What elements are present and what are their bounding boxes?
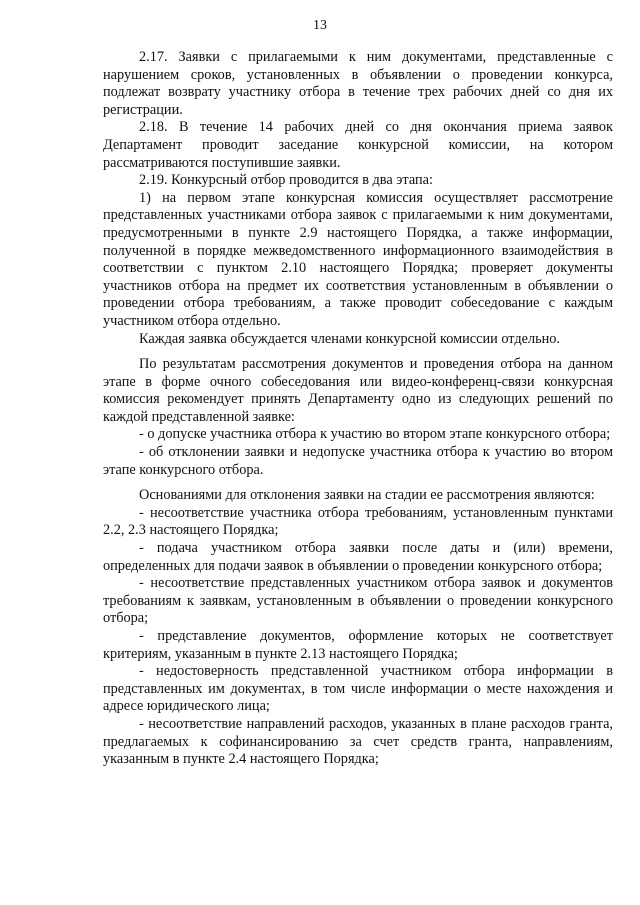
list-item-ground-expense-directions: - несоответствие направлений расходов, указанных в плане расходов гранта, предлагаемых к софинансированию за счет средств гранта, направлениям, указанным в пункте 2.4 настоящего Порядка;: [103, 715, 613, 768]
list-item-admission: - о допуске участника отбора к участию во втором этапе конкурсного отбора;: [139, 426, 611, 443]
list-item-ground-unreliable-info: - недостоверность представленной участником отбора информации в представленных им документах, в том числе информации о месте нахождения и адресе юридического лица;: [103, 663, 613, 715]
list-item-rejection: - об отклонении заявки и недопуске участника отбора к участию во втором этапе конкурсного отбора.: [103, 444, 613, 478]
paragraph-2-19: 2.19. Конкурсный отбор проводится в два этапа:: [139, 172, 433, 189]
list-item-ground-late-submission: - подача участником отбора заявки после даты и (или) времени, определенных для подачи заявок в объявлении о проведении конкурсного отбора;: [103, 540, 613, 574]
document-body: [103, 49, 613, 769]
paragraph-rejection-grounds: Основаниями для отклонения заявки на стадии ее рассмотрения являются:: [139, 487, 595, 504]
list-item-ground-criteria: - представление документов, оформление которых не соответствует критериям, указанным в пункте 2.13 настоящего Порядка;: [103, 628, 613, 662]
paragraph-stage-one: 1) на первом этапе конкурсная комиссия осуществляет рассмотрение представленных участниками отбора заявок с прилагаемыми к ним документами, предусмотренными в пункте 2.9 настоящего Порядка, а также информации, полученной в порядке межведомственного информационного взаимодействия в соответствии с пунктом 2.10 настоящего Порядка; проверяет документы участников отбора на предмет их соответствия установленным в объявлении о проведении отбора требованиям, а также проводит собеседование с каждым участником отбора отдельно.: [103, 189, 613, 329]
paragraph-each-application: Каждая заявка обсуждается членами конкурсной комиссии отдельно.: [139, 330, 561, 347]
list-item-ground-document-mismatch: - несоответствие представленных участником отбора заявок и документов требованиям к заявкам, установленным в объявлении о проведении конкурсного отбора;: [103, 575, 613, 627]
list-item-ground-requirements: - несоответствие участника отбора требованиям, установленным пунктами 2.2, 2.3 настоящего Порядка;: [103, 504, 613, 539]
paragraph-results: По результатам рассмотрения документов и проведения отбора на данном этапе в форме очного собеседования или видео-конференц-связи конкурсная комиссия рекомендует принять Департаменту одно из следующих решений по каждой представленной заявке:: [103, 356, 613, 425]
paragraph-2-17: 2.17. Заявки с прилагаемыми к ним документами, представленные с нарушением сроков, установленных в объявлении о проведении конкурса, подлежат возврату участнику отбора в течение трех рабочих дней со дня их регистрации.: [103, 49, 613, 118]
paragraph-2-18: 2.18. В течение 14 рабочих дней со дня окончания приема заявок Департамент проводит заседание конкурсной комиссии, на котором рассматриваются поступившие заявки.: [103, 119, 613, 171]
page-number: 13: [313, 18, 327, 33]
